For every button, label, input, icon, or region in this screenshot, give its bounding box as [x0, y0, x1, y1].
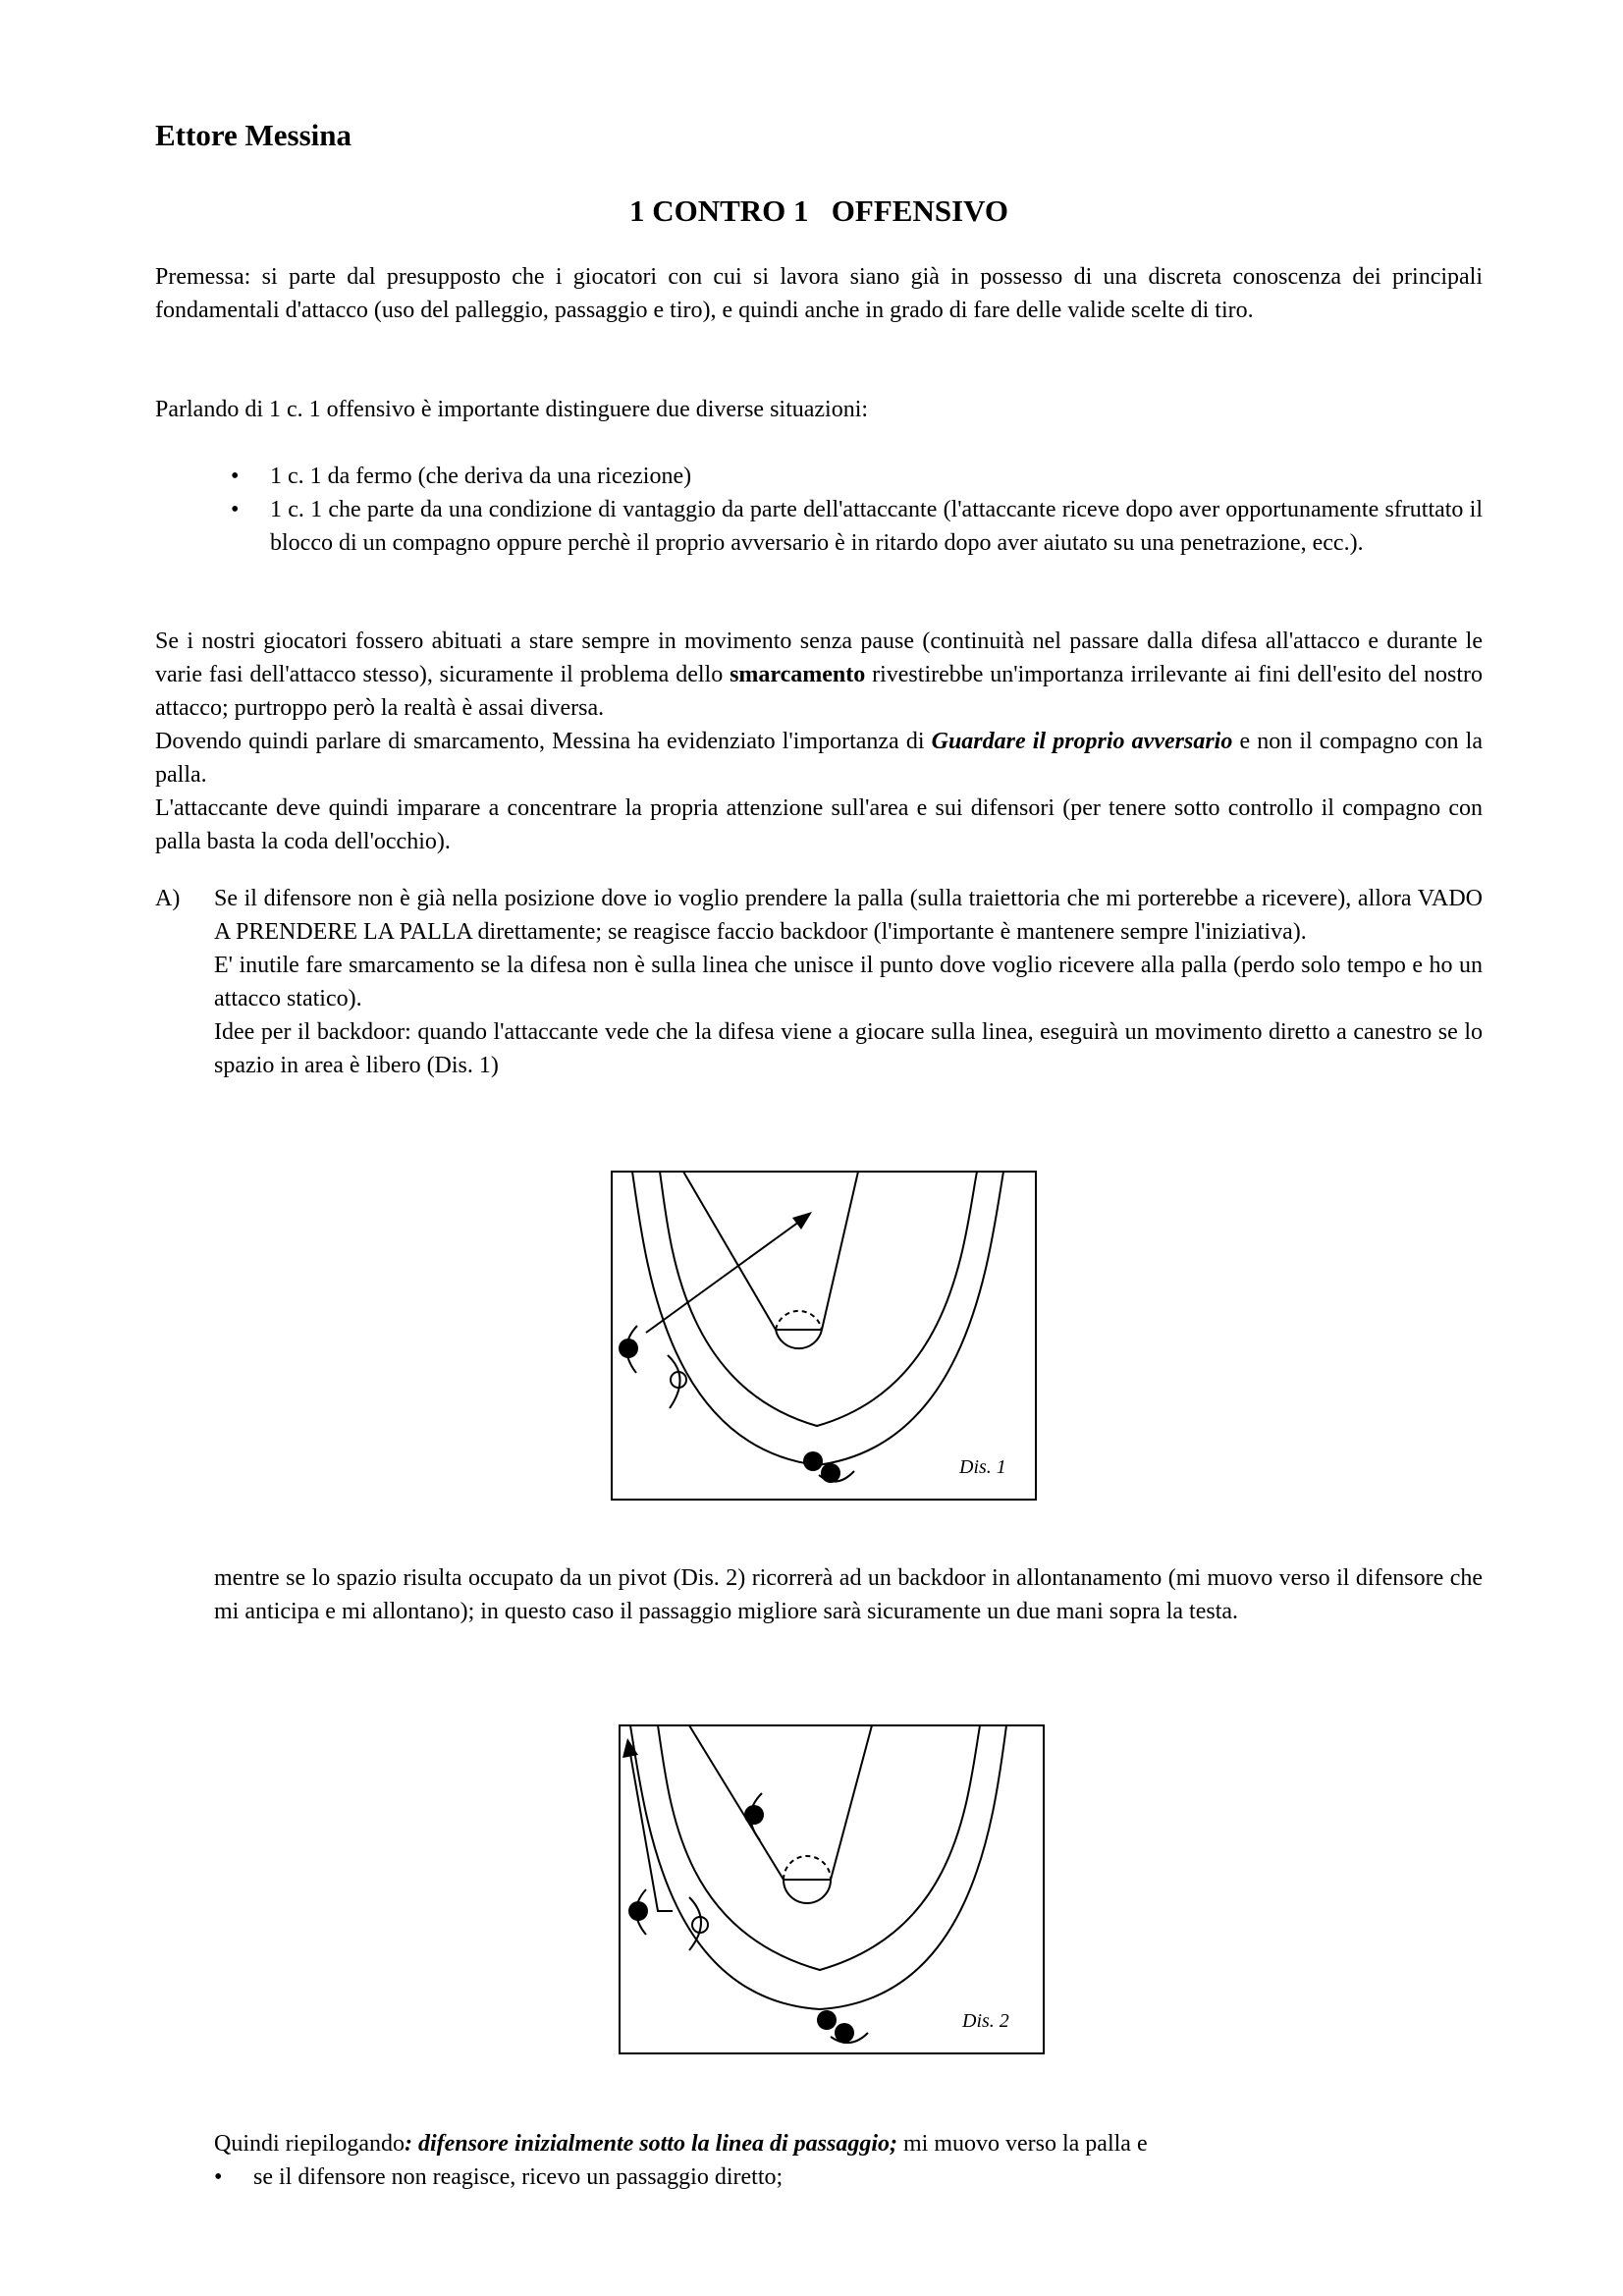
diagram-1 — [611, 1171, 1037, 1501]
avversario-paragraph — [155, 725, 1483, 792]
summary-paragraph — [214, 2127, 1483, 2160]
text-span: Quindi riepilogando — [214, 2131, 405, 2157]
text-span: Dovendo quindi parlare di smarcamento, Messina ha evidenziato l'importanza di — [155, 729, 932, 754]
premessa-paragraph: Premessa: si parte dal presupposto che i giocatori con cui si lavora siano già in possesso di una discreta conoscenza dei principali fondamentali d'attacco (uso del palleggio, passaggio e tiro), e quindi anche in grado di fare delle valide scelte di tiro. — [155, 264, 1483, 323]
diagram-2 — [619, 1724, 1045, 2054]
bold-term: smarcamento — [730, 662, 866, 687]
section-a-p3: Idee per il backdoor: quando l'attaccante vede che la difesa viene a giocare sulla linea, eseguirà un movimento diretto a canestro se lo spazio in area è libero (Dis. 1) — [214, 1019, 1483, 1078]
section-letter: A) — [155, 886, 181, 911]
attenzione-paragraph: L'attaccante deve quindi imparare a concentrare la propria attenzione sull'area e sui difensori (per tenere sotto controllo il compagno con palla basta la coda dell'occhio). — [155, 795, 1483, 854]
section-a-p1: Se il difensore non è già nella posizione dove io voglio prendere la palla (sulla traiettoria che mi porterebbe a ricevere), allora VADO A PRENDERE LA PALLA direttamente; se reagisce faccio backdoor (l'importante è mantenere sempre l'iniziativa). — [214, 886, 1483, 945]
pivot-icon — [744, 1805, 764, 1825]
diagram-frame — [620, 1725, 1044, 2053]
text-span: mi muovo verso la palla e — [897, 2131, 1148, 2157]
list-item: • 1 c. 1 da fermo (che deriva da una ricezione) — [270, 460, 1483, 493]
diagram-1-label: Dis. 1 — [959, 1456, 1006, 1478]
middle-paragraph: mentre se lo spazio risulta occupato da un pivot (Dis. 2) ricorrerà ad un backdoor in allontanamento (mi muovo verso il difensore che mi anticipa e mi allontano); in questo caso il passaggio migliore sarà sicuramente un due mani sopra la testa. — [214, 1565, 1483, 1624]
list-item: • 1 c. 1 che parte da una condizione di vantaggio da parte dell'attaccante (l'attaccante riceve dopo aver opportunamente sfruttato il blocco di un compagno oppure perchè il proprio avversario è in ritardo dopo aver aiutato su una penetrazione, ecc.). — [270, 493, 1483, 560]
diagram-frame — [612, 1172, 1036, 1500]
section-a-block — [214, 882, 1483, 1082]
ball-handler-icon — [803, 1451, 823, 1471]
text-span: e non il compagno con la palla. — [155, 729, 1483, 788]
list-item: se il difensore non reagisce, ricevo un passaggio diretto; — [253, 2164, 784, 2190]
ball-icon — [821, 1463, 840, 1483]
text-span: Se i nostri giocatori fossero abituati a stare sempre in movimento senza pause (continuità nel passare dalla difesa all'attacco e durante le varie fasi dell'attacco stesso), sicuramente il problema dello — [155, 629, 1483, 687]
author-name: Ettore Messina — [155, 118, 352, 152]
diagram-2-label: Dis. 2 — [962, 2010, 1009, 2032]
emphasis-term: Guardare il proprio avversario — [931, 729, 1233, 754]
intro-paragraph: Parlando di 1 c. 1 offensivo è importante distinguere due diverse situazioni: — [155, 397, 869, 422]
section-a-p2: E' inutile fare smarcamento se la difesa non è sulla linea che unisce il punto dove voglio ricevere alla palla (perdo solo tempo e ho un attacco statico). — [214, 953, 1483, 1011]
emphasis-term: : difensore inizialmente sotto la linea di passaggio; — [404, 2131, 897, 2157]
text-span: rivestirebbe un'importanza irrilevante ai fini dell'esito del nostro attacco; purtroppo però la realtà è assai diversa. — [155, 662, 1483, 721]
bullet-icon: • — [214, 2164, 223, 2190]
ball-handler-icon — [817, 2010, 837, 2030]
situations-list — [270, 460, 1483, 560]
smarcamento-paragraph — [155, 625, 1483, 725]
page-title: 1 CONTRO 1 OFFENSIVO — [628, 193, 1009, 228]
